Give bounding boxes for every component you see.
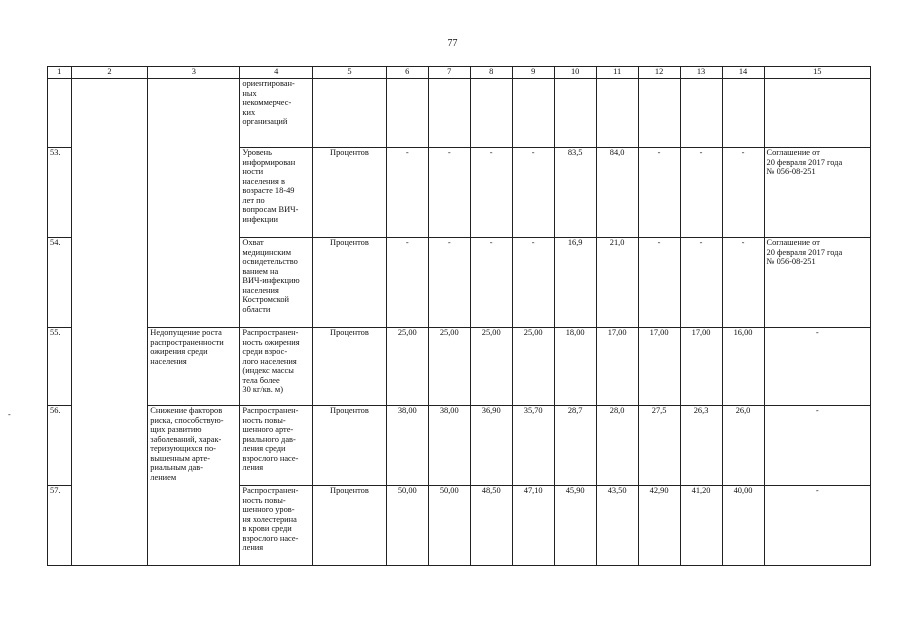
value-cell: 35,70 <box>512 406 554 486</box>
header-cell: 5 <box>313 67 387 79</box>
value-cell: - <box>722 238 764 328</box>
header-cell: 6 <box>386 67 428 79</box>
value-cell: - <box>638 238 680 328</box>
value-cell: 45,90 <box>554 486 596 566</box>
value-cell: 17,00 <box>680 328 722 406</box>
value-cell: 36,90 <box>470 406 512 486</box>
header-cell: 4 <box>240 67 313 79</box>
value-cell: - <box>428 148 470 238</box>
value-cell: - <box>386 148 428 238</box>
value-cell <box>638 79 680 148</box>
header-cell: 3 <box>148 67 240 79</box>
indicator-cell: Охват медицинским освидетельство ванием на ВИЧ-инфекцию населения Костромской области <box>240 238 313 328</box>
header-row <box>48 67 871 79</box>
value-cell: - <box>512 148 554 238</box>
unit-cell <box>313 79 387 148</box>
value-cell: 38,00 <box>386 406 428 486</box>
value-cell: 40,00 <box>722 486 764 566</box>
value-cell <box>512 79 554 148</box>
row-number: 55. <box>48 328 72 406</box>
value-cell: - <box>470 148 512 238</box>
value-cell: - <box>680 148 722 238</box>
unit-cell: Процентов <box>313 148 387 238</box>
value-cell: 50,00 <box>428 486 470 566</box>
unit-cell: Процентов <box>313 486 387 566</box>
value-cell <box>680 79 722 148</box>
value-cell: 26,0 <box>722 406 764 486</box>
header-cell: 11 <box>596 67 638 79</box>
value-cell <box>428 79 470 148</box>
value-cell: 26,3 <box>680 406 722 486</box>
value-cell: 27,5 <box>638 406 680 486</box>
header-cell: 7 <box>428 67 470 79</box>
value-cell: 41,20 <box>680 486 722 566</box>
value-cell: - <box>680 238 722 328</box>
source-cell: Соглашение от 20 февраля 2017 года № 056-08-251 <box>764 148 871 238</box>
indicator-cell: ориентирован- ных некоммерчес- ких организаций <box>240 79 313 148</box>
header-cell: 15 <box>764 67 871 79</box>
indicator-cell: Распространен- ность повы- шенного арте- риального дав- ления среди взрослого насе- ления <box>240 406 313 486</box>
value-cell: 21,0 <box>596 238 638 328</box>
value-cell: 84,0 <box>596 148 638 238</box>
value-cell: 28,7 <box>554 406 596 486</box>
header-cell: 1 <box>48 67 72 79</box>
value-cell: - <box>722 148 764 238</box>
goal-cell: Снижение факторов риска, способствую- щих развитию заболеваний, харак- теризующихся по- вышенным арте- риальным дав- лением <box>148 406 240 566</box>
value-cell: 25,00 <box>512 328 554 406</box>
header-cell: 2 <box>71 67 148 79</box>
page-number: 77 <box>447 38 458 49</box>
value-cell <box>722 79 764 148</box>
value-cell: 47,10 <box>512 486 554 566</box>
source-cell <box>764 79 871 148</box>
indicator-cell: Распространен- ность ожирения среди взрос- лого населения (индекс массы тела более 30 кг/кв. м) <box>240 328 313 406</box>
row-number: 57. <box>48 486 72 566</box>
value-cell: 50,00 <box>386 486 428 566</box>
value-cell: 16,9 <box>554 238 596 328</box>
value-cell <box>596 79 638 148</box>
header-cell: 14 <box>722 67 764 79</box>
value-cell: 25,00 <box>428 328 470 406</box>
value-cell: - <box>512 238 554 328</box>
value-cell: - <box>638 148 680 238</box>
indicator-table <box>47 66 871 566</box>
table-row <box>48 406 871 486</box>
indicator-cell: Распространен- ность повы- шенного уров- ня холестерина в крови среди взрослого насе- ления <box>240 486 313 566</box>
value-cell <box>386 79 428 148</box>
row-number: 54. <box>48 238 72 328</box>
goal-cell <box>148 79 240 328</box>
value-cell: 25,00 <box>386 328 428 406</box>
value-cell: 16,00 <box>722 328 764 406</box>
column-2-cell <box>71 79 148 566</box>
value-cell: 17,00 <box>596 328 638 406</box>
table-row <box>48 328 871 406</box>
row-number: 56. <box>48 406 72 486</box>
value-cell: 83,5 <box>554 148 596 238</box>
table-row <box>48 79 871 148</box>
unit-cell: Процентов <box>313 406 387 486</box>
source-cell: - <box>764 406 871 486</box>
value-cell: - <box>428 238 470 328</box>
margin-mark: - <box>8 410 11 419</box>
value-cell: 28,0 <box>596 406 638 486</box>
indicator-cell: Уровень информирован ности населения в возрасте 18-49 лет по вопросам ВИЧ- инфекции <box>240 148 313 238</box>
value-cell: 48,50 <box>470 486 512 566</box>
unit-cell: Процентов <box>313 328 387 406</box>
value-cell: 42,90 <box>638 486 680 566</box>
source-cell: - <box>764 328 871 406</box>
value-cell: 38,00 <box>428 406 470 486</box>
header-cell: 9 <box>512 67 554 79</box>
header-cell: 10 <box>554 67 596 79</box>
source-cell: - <box>764 486 871 566</box>
header-cell: 13 <box>680 67 722 79</box>
unit-cell: Процентов <box>313 238 387 328</box>
value-cell: - <box>386 238 428 328</box>
row-number <box>48 79 72 148</box>
value-cell <box>470 79 512 148</box>
value-cell: 43,50 <box>596 486 638 566</box>
value-cell: 17,00 <box>638 328 680 406</box>
goal-cell: Недопущение роста распространенности ожирения среди населения <box>148 328 240 406</box>
value-cell: - <box>470 238 512 328</box>
source-cell: Соглашение от 20 февраля 2017 года № 056-08-251 <box>764 238 871 328</box>
value-cell: 25,00 <box>470 328 512 406</box>
row-number: 53. <box>48 148 72 238</box>
value-cell: 18,00 <box>554 328 596 406</box>
header-cell: 12 <box>638 67 680 79</box>
header-cell: 8 <box>470 67 512 79</box>
value-cell <box>554 79 596 148</box>
